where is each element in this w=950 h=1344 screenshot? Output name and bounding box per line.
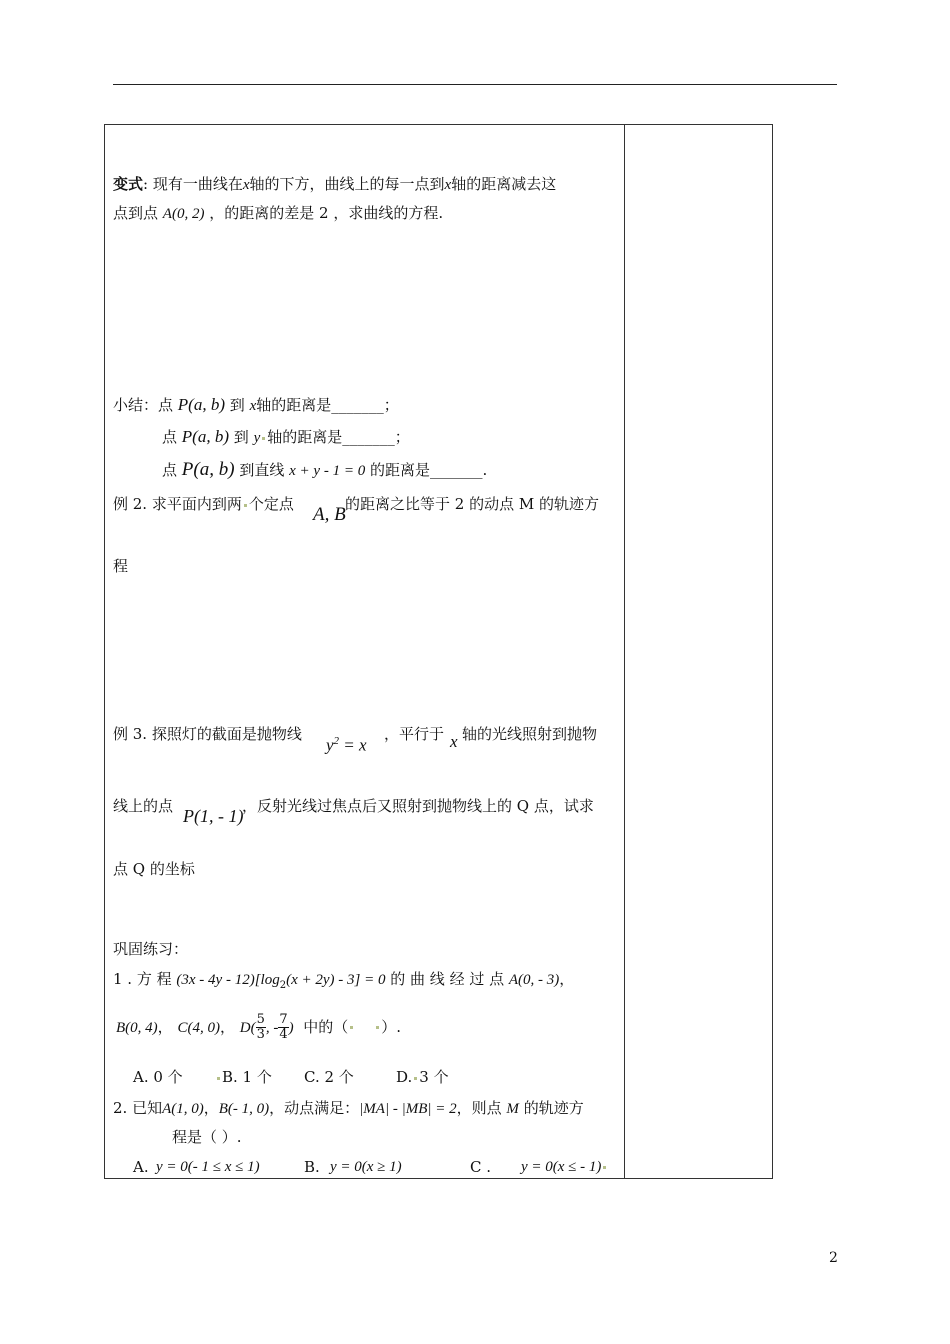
math-point-d: D( [239,1019,256,1036]
variant-line-2 [113,204,443,223]
text: ， [559,970,575,988]
frac-den: 3 [256,1027,265,1043]
variant-line-1 [113,175,556,194]
text: 的距离是_______. [369,461,488,479]
text: ，反射光线过焦点后又照射到抛物线上的 Q 点，试求 [242,797,594,815]
text: 2. 已知 [113,1099,163,1117]
math-point-p: P(a, b) [177,395,226,414]
text: : 现有一曲线在 [143,175,243,193]
example-3-line-1: 例 3. 探照灯的截面是抛物线 [113,725,302,743]
math-close: ) [288,1019,294,1036]
practice-1-line-1 [113,970,574,992]
example-3-line-3: 点 Q 的坐标 [113,860,195,878]
text: 到直线 [239,461,285,479]
text: 轴的距离是_______； [267,428,410,446]
dot-mark [262,437,265,440]
choice-c-label: C . [470,1158,492,1176]
practice-heading: 巩固练习： [113,940,189,958]
math-equation: (3x - 4y - 12)[log [176,972,280,988]
text: ）. [381,1017,402,1036]
text: 点到点 [113,204,159,222]
math-log-base: 2 [279,980,287,991]
dot-mark [244,504,247,507]
text: 点 [162,461,178,479]
math-eq-x: = x [343,735,367,755]
math-point-b: B(- 1, 0) [218,1101,270,1117]
text: ，动点满足： [269,1099,360,1117]
math-x: x [444,177,452,193]
text: 的轨迹方 [523,1099,584,1117]
math-m: M [506,1101,519,1117]
text: 的 曲 线 经 过 点 [390,970,505,988]
math-parabola [326,735,367,756]
math-point-p: P(1, - 1) [183,806,244,826]
math-y: y [253,430,261,446]
dot-mark [376,1026,379,1029]
fraction-5-3 [256,1013,266,1043]
dot-mark [350,1026,353,1029]
math-point-b: B(0, 4) [116,1019,158,1036]
text: 点 [162,428,178,446]
frac-num: 7 [279,1012,288,1027]
text: 轴的下方，曲线上的每一点到 [249,175,445,193]
text: 中的（ [303,1017,349,1036]
text: ，的距离的差是 2 ，求曲线的方程. [209,204,444,222]
example-2-line-2: 程 [113,557,129,575]
summary-line-2 [162,427,410,447]
frac-num: 5 [256,1012,265,1027]
math-ab: A, B [313,504,346,525]
math-point-a: A(0, 2) [162,206,205,222]
text: 到 [233,428,249,446]
text: ，平行于 [384,725,445,743]
practice-1-line-2 [116,1013,401,1043]
text: 轴的距离减去这 [451,175,557,193]
text: ， [219,1017,235,1036]
text: ，则点 [456,1099,502,1117]
text: 到 [229,396,245,414]
dot-mark [414,1077,417,1080]
text: 3 个 [419,1068,449,1086]
page-number: 2 [829,1250,838,1266]
choice-b [215,1068,272,1086]
text: D. [396,1068,413,1086]
text: 1 . 方 程 [113,970,172,988]
text: 小结：点 [113,396,174,414]
text: 轴的光线照射到抛物 [462,725,598,743]
choice-c: C. 2 个 [304,1068,354,1086]
math-point-a: A(0, - 3) [508,972,560,988]
example-2-text: 的距离之比等于 2 的动点 M 的轨迹方 [345,495,599,513]
text: ， [157,1017,173,1036]
practice-2-line-2: 程是（ ）. [172,1128,242,1146]
math-y: y [326,735,334,755]
table-column-divider [624,124,625,1179]
math-abs-eq: |MA| - |MB| = 2 [359,1101,457,1117]
example-3-line-2: 线上的点 [113,797,174,815]
choice-b-math: y = 0(x ≥ 1) [330,1159,402,1175]
math-sep: , - [265,1019,279,1036]
text: ， [203,1099,219,1117]
text: 例 2. 求平面内到两 [113,495,242,513]
choice-b-label: B. [304,1158,320,1176]
choice-c-math [521,1158,608,1176]
text: B. 1 个 [222,1068,272,1086]
choice-a-math: y = 0(- 1 ≤ x ≤ 1) [156,1159,260,1175]
dot-mark [217,1077,220,1080]
choice-d [396,1068,449,1086]
math-x: x [242,177,250,193]
math-point-a: A(1, 0) [162,1101,204,1117]
math-equation-rest: (x + 2y) - 3] = 0 [286,972,386,988]
text: 个定点 [248,495,294,513]
practice-2-line-1 [113,1099,584,1118]
text: 轴的距离是_______； [256,396,399,414]
math-line-eq: x + y - 1 = 0 [289,463,366,479]
fraction-7-4 [278,1013,288,1043]
choice-a: A. 0 个 [133,1068,183,1086]
summary-line-3 [162,459,487,482]
math-point-p: P(a, b) [181,459,235,480]
math-point-p: P(a, b) [181,427,230,446]
math-point-c: C(4, 0) [177,1019,220,1036]
dot-mark [603,1166,606,1169]
frac-den: 4 [279,1027,288,1043]
summary-line-1 [113,395,399,415]
math-x: x [249,398,257,414]
math-x: x [450,732,458,751]
math-text: y = 0(x ≤ - 1) [521,1159,602,1175]
example-2-line-1 [113,495,294,513]
choice-a-label: A. [133,1158,149,1176]
variant-label: 变式 [113,175,144,193]
math-exponent: 2 [333,735,340,747]
header-rule [113,84,837,85]
